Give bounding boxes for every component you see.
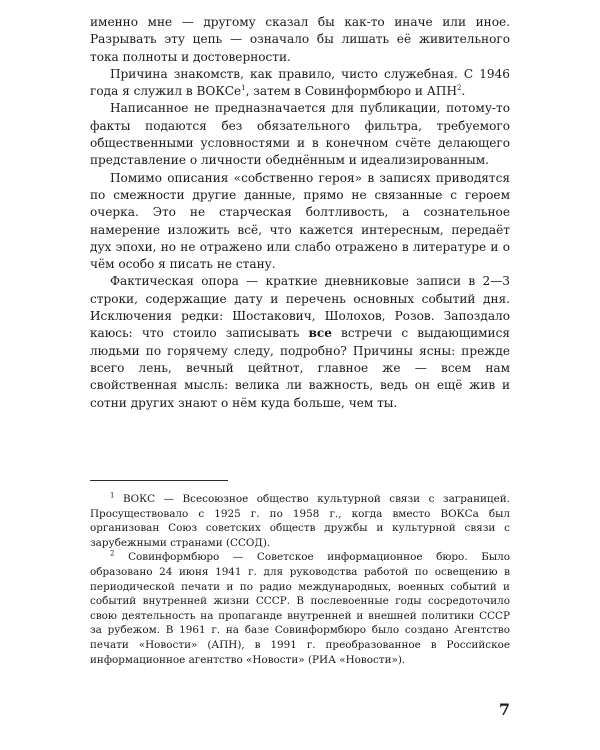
paragraph-3: Написанное не предназначается для публикации, потому-то факты подаются без обязательного фильтра, требуемого общественными условностями и в конечном счёте делающего представление о личности обеднённым и идеализированным. bbox=[90, 101, 510, 168]
footnote-1-text: ВОКС — Всесоюзное общество культурной связи с заграницей. Просуществовало с 1925 г. по 1958 г., когда вместо ВОКСа был организован Союз советских обществ дружбы и культурной связи с зарубежными странами (ССОД). bbox=[90, 493, 510, 549]
footnote-1 bbox=[90, 492, 510, 550]
footnote-2 bbox=[90, 550, 510, 667]
footnote-ref-2[interactable]: 2 bbox=[457, 84, 462, 93]
paragraph-5-text-b: встречи с выдающимися людьми по горячему следу, подробно? Причины ясны: прежде всего лень, вечный цейтнот, главное же — всем нам свойственная мысль: велика ли важность, ведь он ещё жив и сотни других знают о нём куда больше, чем ты. bbox=[90, 326, 511, 410]
paragraph-2-text-c: . bbox=[461, 84, 466, 99]
page-number: 7 bbox=[498, 700, 510, 719]
footnote-divider bbox=[90, 480, 228, 481]
bold-word: все bbox=[308, 326, 332, 341]
paragraph-4: Помимо описания «собственно героя» в записях приводятся по смежности другие данные, прямо не связанные с героем очерка. Это не старческая болтливость, а сознательное намерение изложить всё, что кажется интересным, передаёт дух эпохи, но не отражено или слабо отражено в литературе и о чём особо я писать не стану. bbox=[90, 170, 510, 272]
paragraph-2 bbox=[90, 66, 510, 101]
paragraph-2-text-a: Причина знакомств, как правило, чисто служебная. С 1946 года я служил в ВОКСе bbox=[90, 66, 510, 99]
main-text bbox=[90, 14, 510, 412]
paragraph-5-text-a: Фактическая опора — краткие дневниковые записи в 2—3 строки, содержащие дату и перечень основных событий дня. Исключения редки: Шостакович, Шолохов, Розов. Запоздало каюсь: что стоило записывать bbox=[90, 274, 510, 341]
footnotes bbox=[90, 492, 510, 667]
paragraph-5 bbox=[90, 273, 510, 411]
footnote-2-text: Совинформбюро — Советское информационное бюро. Было образовано 24 июня 1941 г. для руководства работой по освещению в периодической печати и по радио международных, военных событий и событий внутренней жизни СССР. В послевоенные годы сосредоточило свою деятельность на пропаганде внутренней и внешней политики СССР за рубежом. В 1961 г. на базе Совинформбюро было создано Агентство печати «Новости» (АПН), в 1991 г. преобразованное в Российское информационное агентство «Новости» (РИА «Новости»). bbox=[90, 551, 510, 666]
footnote-mark-2: 2 bbox=[110, 549, 115, 558]
footnote-mark-1: 1 bbox=[110, 491, 115, 500]
paragraph-2-text-b: , затем в Совинформбюро и АПН bbox=[245, 84, 458, 99]
footnote-ref-1[interactable]: 1 bbox=[241, 84, 246, 93]
paragraph-1: именно мне — другому сказал бы как-то иначе или иное. Разрывать эту цепь — означало бы лишать её живительного тока полноты и достоверности. bbox=[90, 15, 510, 64]
